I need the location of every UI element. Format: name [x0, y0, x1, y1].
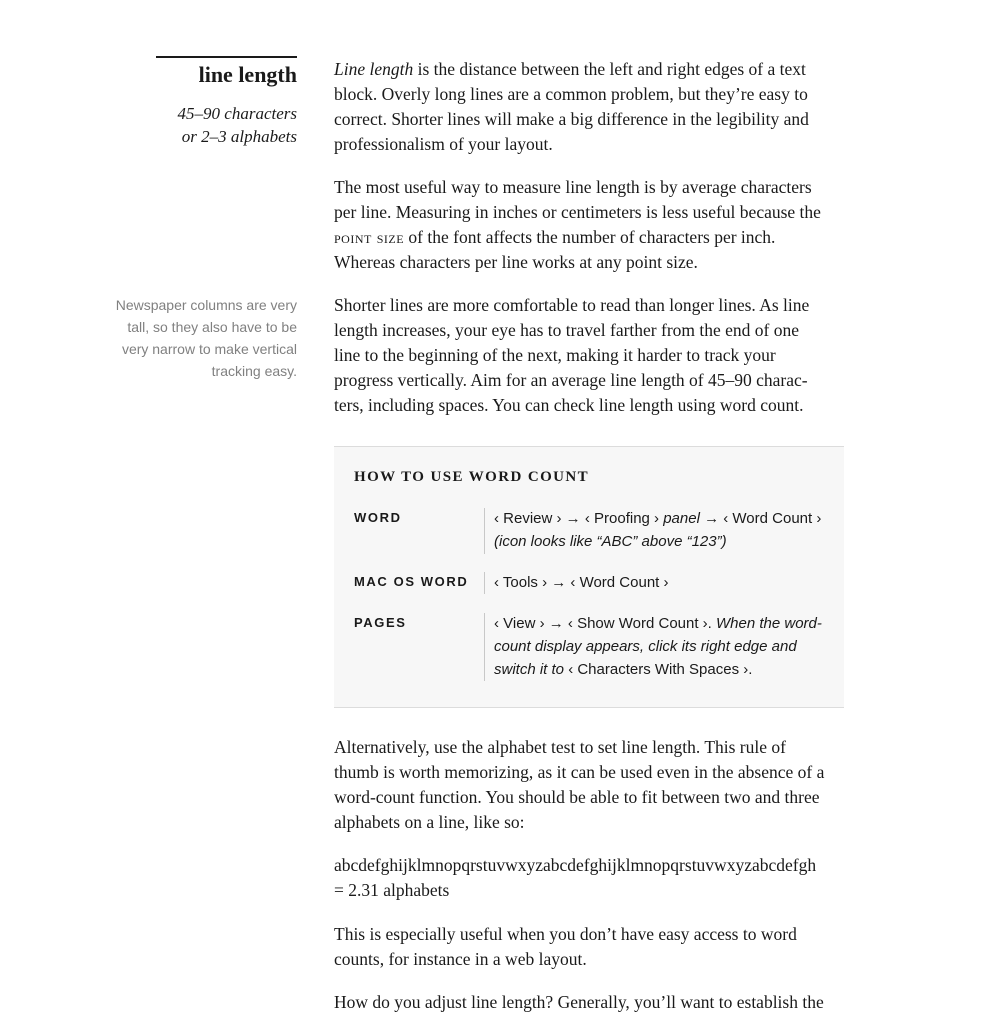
- instruction-note: When the word-: [716, 615, 822, 632]
- instruction-note: switch it to: [494, 661, 569, 678]
- paragraph-line: length increases, your eye has to travel farther from the end of one: [334, 320, 800, 340]
- row-divider: [484, 572, 485, 594]
- paragraph-line: counts, for instance in a web layout.: [334, 949, 587, 969]
- paragraph-intro: [334, 57, 809, 157]
- word-count-box-title: HOW TO USE WORD COUNT: [354, 469, 590, 485]
- paragraph-line: progress vertically. Aim for an average line length of 45–90 charac-: [334, 370, 808, 390]
- row-divider: [484, 508, 485, 554]
- paragraph-line: professionalism of your layout.: [334, 134, 553, 154]
- instruction-line: [494, 612, 822, 635]
- menu-path: ‹ Review › → ‹ Proofing ›: [494, 510, 664, 527]
- alphabet-example-line: abcdefghijklmnopqrstuvwxyzabcdefghijklmnopqrstuvwxyzabcdefgh: [334, 855, 817, 875]
- row-label: MAC OS WORD: [354, 574, 469, 589]
- row-instructions: [494, 571, 669, 594]
- paragraph-measure: [334, 175, 821, 275]
- text-run: of the font affects the number of characters per inch.: [404, 227, 776, 247]
- sidenote-line: tall, so they also have to be: [127, 319, 297, 335]
- paragraph-line: block. Overly long lines are a common problem, but they’re easy to: [334, 84, 808, 104]
- paragraph-line: correct. Shorter lines will make a big difference in the legibility and: [334, 109, 809, 129]
- paragraph-line: per line. Measuring in inches or centimeters is less useful because the: [334, 202, 821, 222]
- paragraph-shorter-lines: [334, 293, 809, 418]
- paragraph-line: alphabets on a line, like so:: [334, 812, 525, 832]
- paragraph-web-layout: [334, 922, 797, 972]
- paragraph-alphabet-test: [334, 735, 824, 835]
- row-instructions: [494, 612, 822, 681]
- sidenote-line: Newspaper columns are very: [115, 297, 297, 313]
- instruction-line: [494, 658, 822, 681]
- sidenote: [97, 294, 297, 382]
- text-run: is the distance between the left and right edges of a text: [413, 59, 806, 79]
- menu-path: ‹ Characters With Spaces ›.: [568, 661, 753, 678]
- topic-subtitle-line: 45–90 characters: [177, 104, 297, 123]
- paragraph-line: word-count function. You should be able to fit between two and three: [334, 787, 820, 807]
- paragraph-line: line to the beginning of the next, making it harder to track your: [334, 345, 776, 365]
- term-point-size: point size: [334, 227, 405, 247]
- topic-subtitle-line: or 2–3 alphabets: [181, 127, 297, 146]
- paragraph-line: thumb is worth memorizing, as it can be used even in the absence of a: [334, 762, 825, 782]
- paragraph-line: Alternatively, use the alphabet test to set line length. This rule of: [334, 737, 786, 757]
- term-line-length: Line length: [334, 59, 414, 79]
- menu-path: ‹ Tools › → ‹ Word Count ›: [494, 574, 669, 591]
- instruction-note: count display appears, click its right edge and: [494, 638, 797, 655]
- topic-rule: [156, 56, 297, 58]
- paragraph-alphabet-example: [334, 853, 816, 903]
- alphabet-example-result: = 2.31 alphabets: [334, 880, 450, 900]
- paragraph-line: [334, 57, 809, 82]
- row-label: WORD: [354, 510, 402, 525]
- paragraph-line: ters, including spaces. You can check line length using word count.: [334, 395, 804, 415]
- paragraph-line: Whereas characters per line works at any point size.: [334, 252, 698, 272]
- sidenote-line: tracking easy.: [211, 363, 297, 379]
- row-divider: [484, 613, 485, 681]
- word-count-box: [334, 446, 844, 708]
- paragraph-line: How do you adjust line length? Generally, you’ll want to establish the: [334, 992, 824, 1012]
- paragraph-line: Shorter lines are more comfortable to read than longer lines. As line: [334, 295, 810, 315]
- paragraph-adjust: [334, 990, 824, 1015]
- row-instructions: [494, 507, 821, 553]
- instruction-note: panel: [663, 510, 700, 527]
- row-label: PAGES: [354, 615, 407, 630]
- sidenote-line: very narrow to make vertical: [121, 341, 297, 357]
- menu-path: ‹ View › → ‹ Show Word Count ›.: [494, 615, 717, 632]
- instruction-note: (icon looks like “ABC” above “123”): [494, 533, 727, 550]
- instruction-line: [494, 507, 821, 530]
- paragraph-line: This is especially useful when you don’t have easy access to word: [334, 924, 797, 944]
- menu-path: → ‹ Word Count ›: [699, 510, 822, 527]
- topic-subtitle: [178, 102, 297, 148]
- paragraph-line: [334, 225, 821, 250]
- paragraph-line: The most useful way to measure line length is by average characters: [334, 177, 812, 197]
- topic-title: line length: [198, 62, 297, 87]
